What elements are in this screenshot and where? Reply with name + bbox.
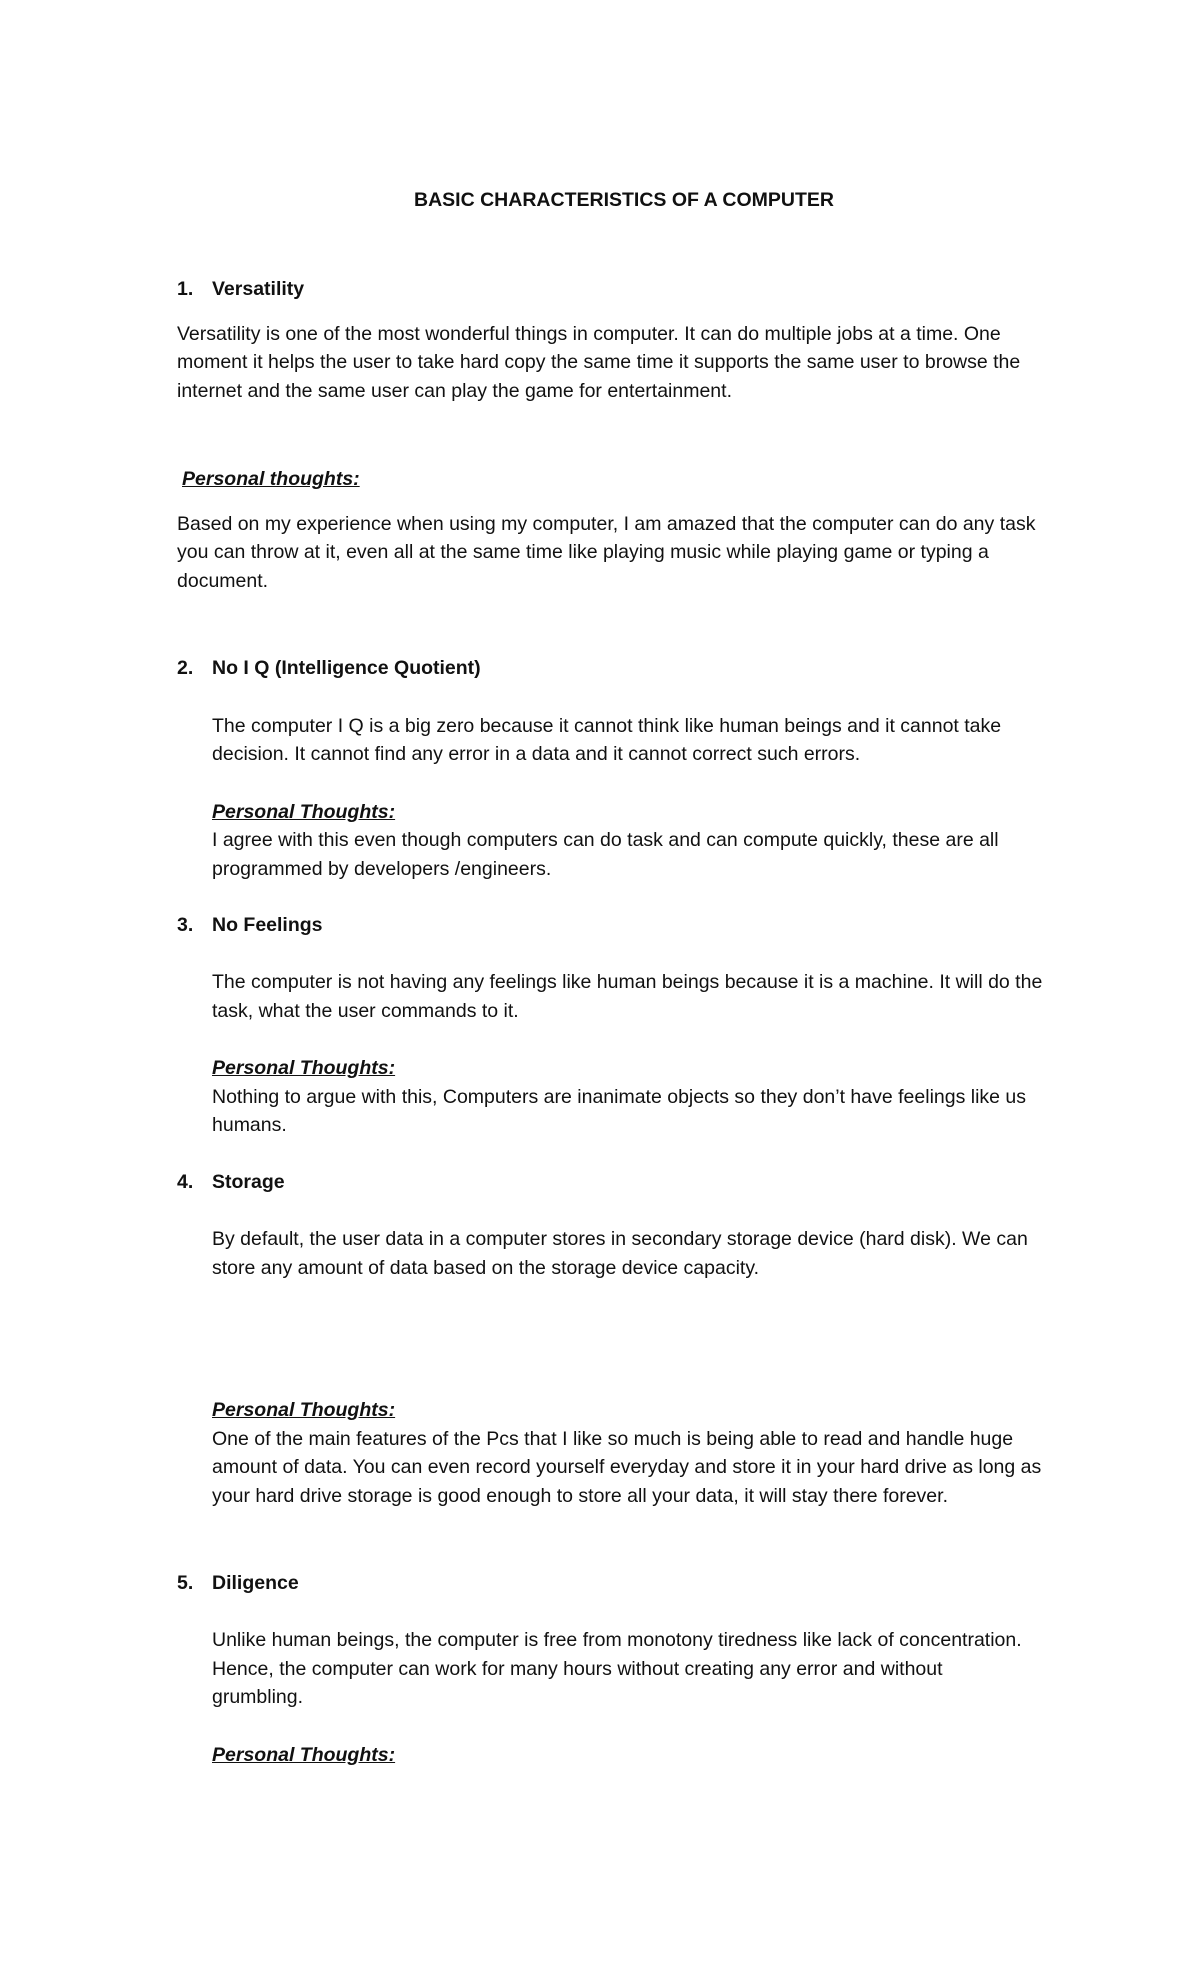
document-title: BASIC CHARACTERISTICS OF A COMPUTER (414, 189, 834, 211)
section-heading-no-iq (177, 654, 481, 683)
section-number: 4. (177, 1171, 194, 1193)
personal-thoughts-label: Personal Thoughts: (212, 1399, 396, 1421)
section-heading-diligence (177, 1569, 299, 1598)
paragraph-line: Nothing to argue with this, Computers are inanimate objects so they don’t have feelings like us (212, 1086, 1027, 1108)
section-number: 1. (177, 278, 194, 300)
section-title: No Feelings (212, 914, 323, 936)
paragraph-line: document. (177, 570, 269, 592)
paragraph-line: task, what the user commands to it. (212, 1000, 519, 1022)
paragraph-line: programmed by developers /engineers. (212, 858, 552, 880)
paragraph-line: grumbling. (212, 1686, 304, 1708)
personal-thoughts-label: Personal Thoughts: (212, 1057, 396, 1079)
paragraph-line: amount of data. You can even record yourself everyday and store it in your hard drive as long as (212, 1456, 1042, 1478)
paragraph-line: store any amount of data based on the storage device capacity. (212, 1257, 760, 1279)
section-number: 5. (177, 1572, 194, 1594)
paragraph-line: One of the main features of the Pcs that I like so much is being able to read and handle huge (212, 1428, 1014, 1450)
paragraph-line: Unlike human beings, the computer is free from monotony tiredness like lack of concentration. (212, 1629, 1022, 1651)
paragraph-line: Versatility is one of the most wonderful things in computer. It can do multiple jobs at a time. One (177, 323, 1001, 345)
paragraph-line: The computer I Q is a big zero because it cannot think like human beings and it cannot take (212, 715, 1002, 737)
paragraph-line: By default, the user data in a computer stores in secondary storage device (hard disk). We can (212, 1228, 1028, 1250)
section-title: No I Q (Intelligence Quotient) (212, 657, 481, 679)
personal-thoughts-label: Personal Thoughts: (212, 801, 396, 823)
paragraph-line: your hard drive storage is good enough to store all your data, it will stay there forever. (212, 1485, 948, 1507)
personal-thoughts-label: Personal thoughts: (182, 468, 360, 490)
section-heading-versatility (177, 275, 304, 304)
section-heading-storage (177, 1168, 285, 1197)
section-title: Storage (212, 1171, 285, 1193)
paragraph-line: you can throw at it, even all at the same time like playing music while playing game or typing a (177, 541, 989, 563)
section-number: 2. (177, 657, 194, 679)
paragraph-line: internet and the same user can play the game for entertainment. (177, 380, 732, 402)
paragraph-line: I agree with this even though computers can do task and can compute quickly, these are all (212, 829, 999, 851)
personal-thoughts-label: Personal Thoughts: (212, 1744, 396, 1766)
section-title: Versatility (212, 278, 305, 300)
paragraph-line: Hence, the computer can work for many hours without creating any error and without (212, 1658, 943, 1680)
paragraph-line: decision. It cannot find any error in a data and it cannot correct such errors. (212, 743, 861, 765)
section-heading-no-feelings (177, 911, 323, 940)
section-number: 3. (177, 914, 194, 936)
paragraph-line: The computer is not having any feelings like human beings because it is a machine. It will do the (212, 971, 1043, 993)
paragraph-line: humans. (212, 1114, 287, 1136)
paragraph-line: Based on my experience when using my computer, I am amazed that the computer can do any task (177, 513, 1036, 535)
section-title: Diligence (212, 1572, 299, 1594)
paragraph-line: moment it helps the user to take hard copy the same time it supports the same user to browse the (177, 351, 1021, 373)
